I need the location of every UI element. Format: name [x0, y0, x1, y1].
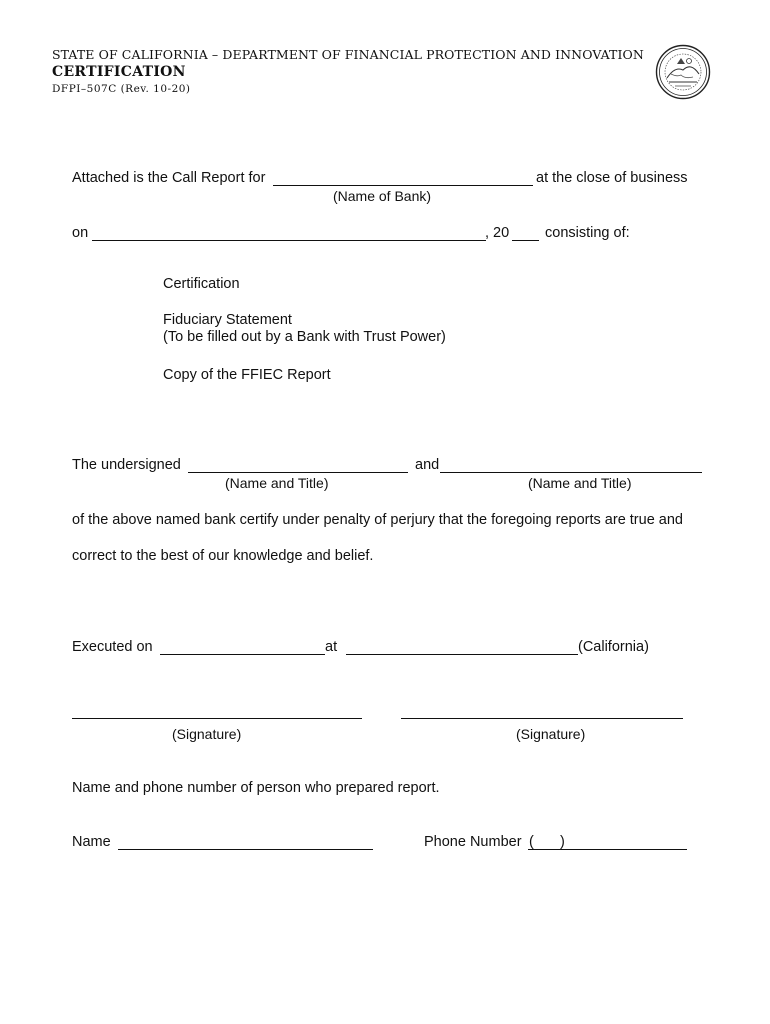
item-fiduciary-statement: Fiduciary Statement [163, 312, 292, 328]
executed-on-label: Executed on [72, 639, 153, 655]
preparer-name-label: Name [72, 834, 111, 850]
phone-number-field[interactable] [528, 849, 687, 850]
name-of-bank-caption: (Name of Bank) [333, 188, 432, 204]
item-ffiec-copy: Copy of the FFIEC Report [163, 367, 331, 383]
state-seal-icon [655, 44, 711, 100]
california-label: (California) [578, 639, 649, 655]
preparer-name-field[interactable] [118, 849, 373, 850]
attached-prefix: Attached is the Call Report for [72, 170, 266, 186]
bank-name-field[interactable] [273, 185, 533, 186]
form-title: CERTIFICATION [52, 64, 186, 80]
undersigned-prefix: The undersigned [72, 457, 181, 473]
item-certification: Certification [163, 276, 240, 292]
year-field[interactable] [512, 240, 539, 241]
name-title-field-1[interactable] [188, 472, 408, 473]
phone-close-paren: ) [560, 834, 565, 850]
executed-date-field[interactable] [160, 654, 325, 655]
year-prefix: , 20 [485, 225, 510, 241]
name-title-caption-right: (Name and Title) [528, 475, 632, 491]
on-label: on [72, 225, 89, 241]
phone-open-paren: ( [529, 834, 534, 850]
form-number: DFPI–507C (Rev. 10-20) [52, 83, 191, 95]
consisting-of: consisting of: [545, 225, 630, 241]
phone-number-label: Phone Number [424, 834, 522, 850]
agency-heading: STATE OF CALIFORNIA – DEPARTMENT OF FINANCIAL PROTECTION AND INNOVATION [52, 47, 644, 62]
signature-caption-right: (Signature) [516, 726, 586, 742]
name-title-field-2[interactable] [440, 472, 702, 473]
item-fiduciary-note: (To be filled out by a Bank with Trust Power) [163, 329, 446, 345]
executed-at-label: at [325, 639, 338, 655]
signature-caption-left: (Signature) [172, 726, 242, 742]
certify-statement-line1: of the above named bank certify under penalty of perjury that the foregoing reports are true and [72, 512, 683, 528]
signature-field-right[interactable] [401, 718, 683, 719]
date-field[interactable] [92, 240, 486, 241]
name-title-caption-left: (Name and Title) [225, 475, 329, 491]
undersigned-and: and [415, 457, 440, 473]
certify-statement-line2: correct to the best of our knowledge and belief. [72, 548, 374, 564]
preparer-heading: Name and phone number of person who prepared report. [72, 780, 440, 796]
executed-location-field[interactable] [346, 654, 578, 655]
signature-field-left[interactable] [72, 718, 362, 719]
attached-suffix: at the close of business [536, 170, 688, 186]
